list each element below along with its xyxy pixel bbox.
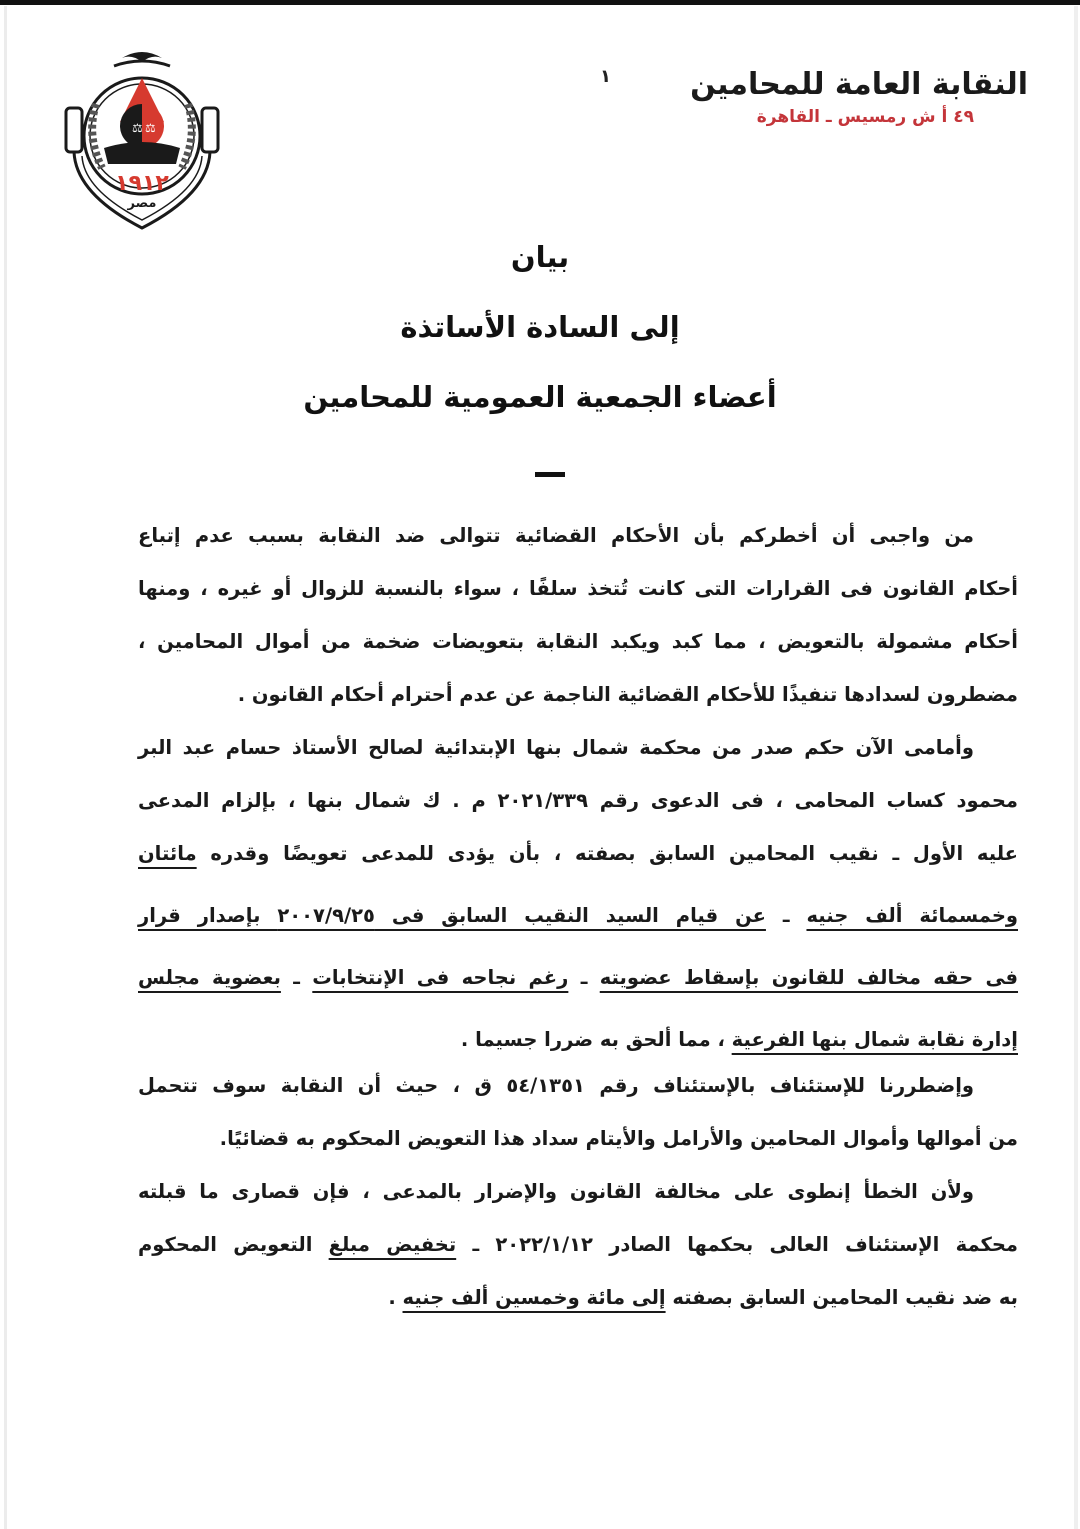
- bar-association-emblem-icon: [52, 44, 232, 234]
- addressee-line-1: إلى السادة الأساتذة: [400, 310, 680, 344]
- svg-text:⚖: ⚖: [132, 121, 143, 135]
- underlined-text: فى حقه مخالف للقانون بإسقاط عضويته: [599, 966, 1019, 989]
- text-plain: .: [388, 1286, 403, 1309]
- paragraph-1-line: من واجبى أن أخطركم بأن الأحكام القضائية تتوالى ضد النقابة بسبب عدم إتباع: [138, 524, 974, 547]
- organization-name: النقابة العامة للمحامين: [690, 67, 1028, 102]
- paragraph-2-line: [138, 958, 1018, 1020]
- underlined-amount: إلى مائة وخمسين ألف جنيه: [402, 1286, 666, 1309]
- top-border: [0, 0, 1080, 5]
- separator-dash: [535, 472, 565, 477]
- addressee-line-2: أعضاء الجمعية العمومية للمحامين: [303, 380, 777, 414]
- letterhead: [690, 66, 1028, 130]
- scan-right-edge: [1074, 6, 1078, 1529]
- paragraph-4-line: [138, 1278, 1018, 1331]
- text-plain: به ضد نقيب المحامين السابق بصفته: [665, 1286, 1018, 1309]
- text-dash: ـ: [280, 966, 313, 989]
- paragraph-1-line: أحكام القانون فى القرارات التى كانت تُتخذ سلفًا ، سواء بالنسبة للزوال أو غيره ، ومنها: [138, 577, 1018, 600]
- paragraph-2-line: وأمامى الآن حكم صدر من محكمة شمال بنها الإبتدائية لصالح الأستاذ حسام عبد البر: [138, 736, 974, 759]
- paragraph-2-line: [138, 896, 1018, 958]
- underlined-amount: وخمسمائة ألف جنيه: [806, 904, 1018, 927]
- paragraph-2-line: محمود كساب المحامى ، فى الدعوى رقم ٢٠٢١/٣٣٩ م . ك شمال بنها ، بإلزام المدعى: [138, 789, 1018, 812]
- statement-title: بيان: [510, 240, 570, 274]
- emblem-year: ١٩١٢: [115, 171, 169, 196]
- paragraph-4-line: ولأن الخطأ إنطوى على مخالفة القانون والإضرار بالمدعى ، فإن قصارى ما قبلته: [138, 1180, 974, 1203]
- paragraph-4-line: [138, 1225, 1018, 1278]
- emblem-country: مصر: [127, 196, 157, 211]
- underlined-text: عن قيام السيد النقيب السابق فى ٢٠٠٧/٩/٢٥ بإصدار قرار: [138, 904, 766, 927]
- underlined-text: بعضوية مجلس: [138, 966, 281, 989]
- statement-body: [138, 516, 1018, 1331]
- text-plain: ، مما ألحق به ضررا جسيما .: [460, 1028, 732, 1051]
- svg-text:⚖: ⚖: [145, 121, 156, 135]
- paragraph-3-line: من أموالها وأموال المحامين والأرامل والأيتام سداد هذا التعويض المحكوم به قضائيًا.: [219, 1127, 1018, 1150]
- paragraph-3-line: وإضطررنا للإستئناف بالإستئناف رقم ٥٤/١٣٥١ ق ، حيث أن النقابة سوف تتحمل: [138, 1074, 975, 1097]
- text-dash: ـ: [765, 904, 807, 927]
- paragraph-2-line: [138, 1020, 1018, 1066]
- text-dash: ـ: [568, 966, 600, 989]
- text-plain: التعويض المحكوم: [138, 1233, 329, 1256]
- text-plain: محكمة الإستئناف العالى بحكمها الصادر ٢٠٢٢/١/١٢ ـ: [456, 1233, 1018, 1256]
- underlined-text: تخفيض مبلغ: [328, 1233, 457, 1256]
- underlined-text: رغم نجاحه فى الإنتخابات: [312, 966, 569, 989]
- text-plain: عليه الأول ـ نقيب المحامين السابق بصفته ، بأن يؤدى للمدعى تعويضًا وقدره: [210, 842, 1018, 865]
- paragraph-1-line: مضطرون لسدادها تنفيذًا للأحكام القضائية الناجمة عن عدم أحترام أحكام القانون .: [237, 683, 1018, 706]
- underlined-amount: مائتان: [138, 842, 197, 865]
- paragraph-2-line: [138, 834, 1018, 896]
- organization-address: ٤٩ أ ش رمسيس ـ القاهرة: [756, 107, 974, 127]
- paragraph-1-line: أحكام مشمولة بالتعويض ، مما كبد ويكبد النقابة بتعويضات ضخمة من أموال المحامين ،: [138, 630, 1018, 653]
- scan-left-edge: [4, 6, 7, 1529]
- underlined-text: إدارة نقابة شمال بنها الفرعية: [731, 1028, 1018, 1051]
- page-number: ١: [600, 66, 611, 87]
